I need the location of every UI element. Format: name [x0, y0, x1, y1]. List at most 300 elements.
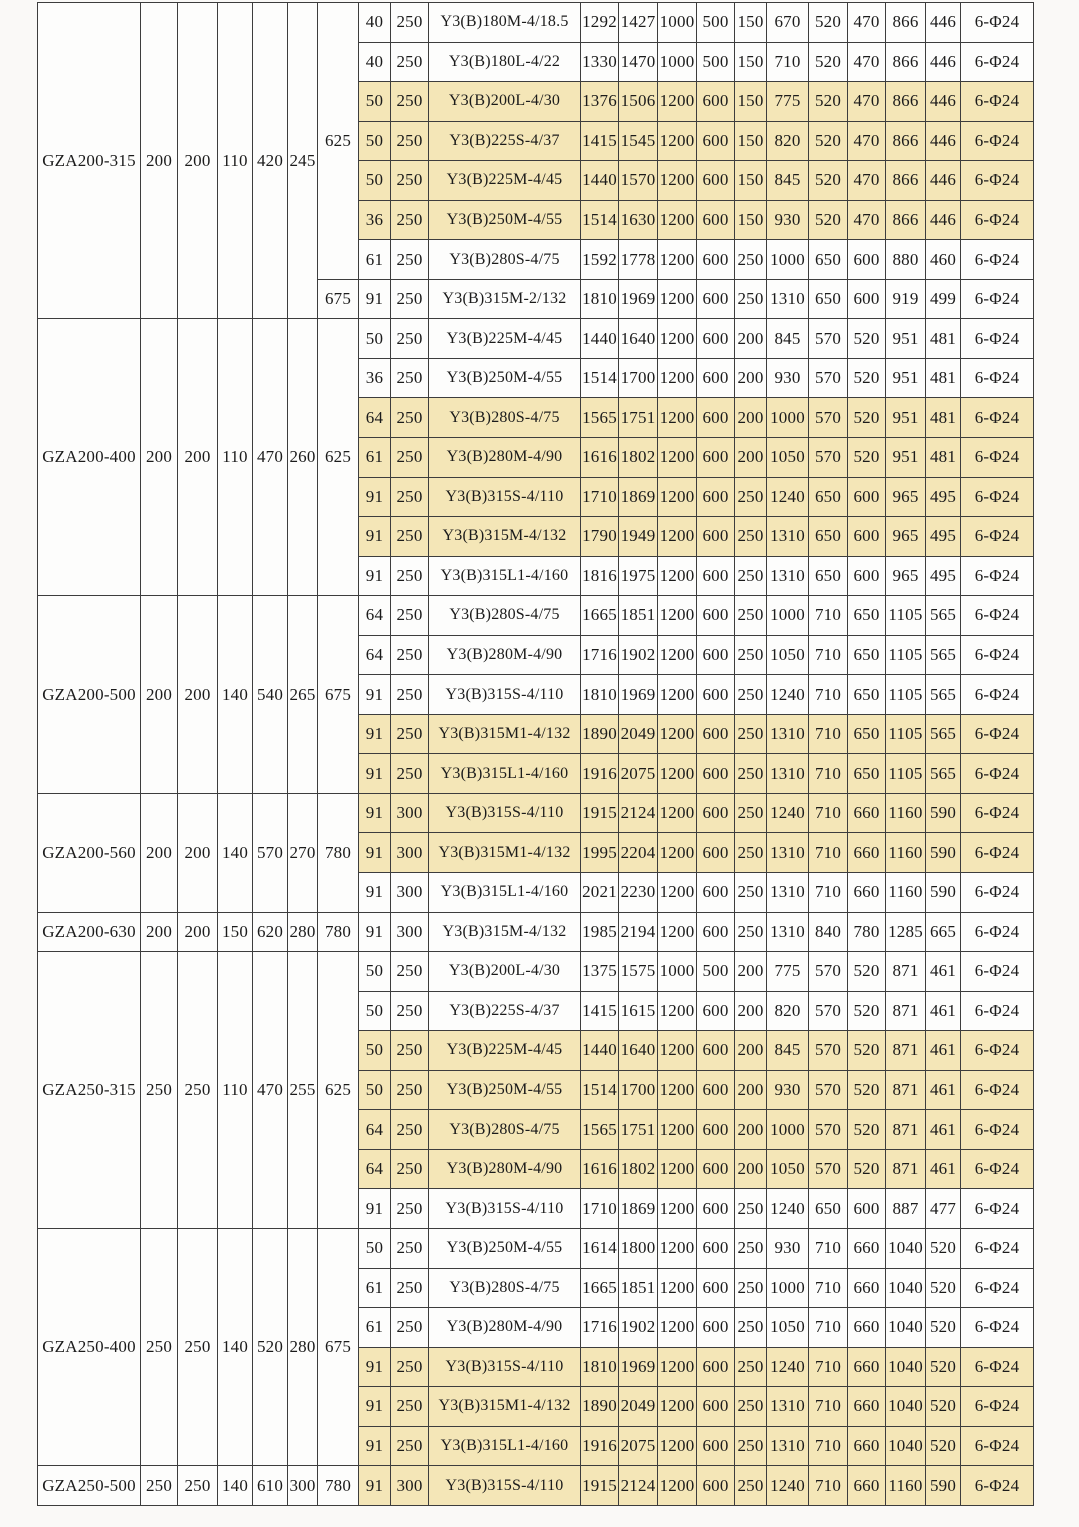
hole-cell: 6-Φ24	[961, 1426, 1034, 1466]
data-cell: 951	[886, 438, 926, 478]
data-cell: 965	[886, 556, 926, 596]
data-cell: 250	[391, 279, 429, 319]
data-cell: 565	[926, 754, 961, 794]
data-cell: 461	[926, 1110, 961, 1150]
data-cell: 1592	[581, 240, 619, 280]
data-cell: 470	[848, 82, 886, 122]
hole-cell: 6-Φ24	[961, 873, 1034, 913]
data-cell: 1802	[619, 1149, 658, 1189]
dim-cell: 200	[178, 912, 218, 952]
data-cell: 650	[848, 635, 886, 675]
data-cell: 250	[391, 754, 429, 794]
data-cell: 1200	[658, 1031, 697, 1071]
data-cell: 1995	[581, 833, 619, 873]
data-cell: 775	[767, 952, 809, 992]
data-cell: 200	[735, 398, 767, 438]
motor-model-cell: Y3(B)280M-4/90	[429, 1149, 581, 1189]
data-cell: 250	[391, 121, 429, 161]
data-cell: 780	[848, 912, 886, 952]
hole-cell: 6-Φ24	[961, 991, 1034, 1031]
data-cell: 1665	[581, 1268, 619, 1308]
data-cell: 1985	[581, 912, 619, 952]
data-cell: 250	[391, 1149, 429, 1189]
data-cell: 820	[767, 991, 809, 1031]
data-cell: 1440	[581, 161, 619, 201]
data-cell: 1310	[767, 1387, 809, 1427]
hole-cell: 6-Φ24	[961, 754, 1034, 794]
data-cell: 1902	[619, 1308, 658, 1348]
data-cell: 660	[848, 1347, 886, 1387]
data-cell: 481	[926, 398, 961, 438]
data-cell: 1200	[658, 1110, 697, 1150]
data-cell: 520	[926, 1387, 961, 1427]
hole-cell: 6-Φ24	[961, 319, 1034, 359]
data-cell: 250	[391, 477, 429, 517]
data-cell: 64	[359, 1110, 391, 1150]
hole-cell: 6-Φ24	[961, 279, 1034, 319]
data-cell: 1040	[886, 1228, 926, 1268]
data-cell: 1375	[581, 952, 619, 992]
data-cell: 1000	[658, 3, 697, 43]
motor-model-cell: Y3(B)315L1-4/160	[429, 1426, 581, 1466]
hole-cell: 6-Φ24	[961, 675, 1034, 715]
dim-cell: 140	[218, 1466, 253, 1506]
data-cell: 565	[926, 596, 961, 636]
data-cell: 1710	[581, 477, 619, 517]
data-cell: 520	[848, 991, 886, 1031]
data-cell: 1200	[658, 240, 697, 280]
hole-cell: 6-Φ24	[961, 1387, 1034, 1427]
data-cell: 600	[697, 793, 735, 833]
data-cell: 64	[359, 1149, 391, 1189]
data-cell: 200	[735, 358, 767, 398]
table-row	[38, 319, 1034, 359]
data-cell: 600	[697, 121, 735, 161]
data-cell: 250	[735, 1308, 767, 1348]
data-cell: 1200	[658, 1347, 697, 1387]
data-cell: 1200	[658, 200, 697, 240]
data-cell: 570	[809, 358, 848, 398]
data-cell: 1240	[767, 1189, 809, 1229]
data-cell: 710	[809, 1308, 848, 1348]
data-cell: 1200	[658, 161, 697, 201]
dim-cell: 110	[218, 319, 253, 596]
data-cell: 1616	[581, 1149, 619, 1189]
data-cell: 250	[735, 793, 767, 833]
col6-cell: 675	[318, 279, 359, 319]
data-cell: 1200	[658, 1466, 697, 1506]
data-cell: 930	[767, 1070, 809, 1110]
dim-cell: 620	[253, 912, 288, 952]
data-cell: 150	[735, 200, 767, 240]
table-row	[38, 1228, 1034, 1268]
dim-cell: 110	[218, 3, 253, 319]
data-cell: 845	[767, 319, 809, 359]
data-cell: 1200	[658, 398, 697, 438]
data-cell: 200	[735, 1149, 767, 1189]
data-cell: 250	[735, 675, 767, 715]
hole-cell: 6-Φ24	[961, 200, 1034, 240]
data-cell: 520	[809, 121, 848, 161]
motor-model-cell: Y3(B)225M-4/45	[429, 319, 581, 359]
dim-cell: 265	[288, 596, 318, 794]
data-cell: 200	[735, 1031, 767, 1071]
data-cell: 1816	[581, 556, 619, 596]
data-cell: 600	[848, 1189, 886, 1229]
data-cell: 91	[359, 1189, 391, 1229]
data-cell: 600	[697, 517, 735, 557]
data-cell: 520	[809, 3, 848, 43]
motor-model-cell: Y3(B)225M-4/45	[429, 161, 581, 201]
data-cell: 570	[809, 438, 848, 478]
data-cell: 1310	[767, 873, 809, 913]
data-cell: 600	[848, 279, 886, 319]
motor-model-cell: Y3(B)225S-4/37	[429, 991, 581, 1031]
data-cell: 91	[359, 1387, 391, 1427]
data-cell: 1240	[767, 675, 809, 715]
motor-model-cell: Y3(B)315M1-4/132	[429, 1387, 581, 1427]
data-cell: 520	[848, 952, 886, 992]
data-cell: 1565	[581, 1110, 619, 1150]
data-cell: 1240	[767, 1466, 809, 1506]
data-cell: 150	[735, 3, 767, 43]
data-cell: 1700	[619, 358, 658, 398]
data-cell: 250	[735, 1426, 767, 1466]
data-cell: 871	[886, 1110, 926, 1150]
dim-cell: 610	[253, 1466, 288, 1506]
motor-model-cell: Y3(B)180L-4/22	[429, 42, 581, 82]
motor-model-cell: Y3(B)280S-4/75	[429, 596, 581, 636]
data-cell: 1969	[619, 279, 658, 319]
data-cell: 650	[848, 596, 886, 636]
data-cell: 250	[391, 1426, 429, 1466]
data-cell: 710	[809, 675, 848, 715]
motor-model-cell: Y3(B)315L1-4/160	[429, 754, 581, 794]
data-cell: 600	[697, 1228, 735, 1268]
data-cell: 1000	[767, 240, 809, 280]
data-cell: 600	[697, 675, 735, 715]
dim-cell: 250	[141, 1228, 178, 1465]
data-cell: 461	[926, 1070, 961, 1110]
data-cell: 250	[391, 1031, 429, 1071]
data-cell: 1160	[886, 873, 926, 913]
data-cell: 91	[359, 517, 391, 557]
data-cell: 91	[359, 477, 391, 517]
data-cell: 1200	[658, 556, 697, 596]
data-cell: 670	[767, 3, 809, 43]
data-cell: 520	[926, 1268, 961, 1308]
motor-model-cell: Y3(B)200L-4/30	[429, 952, 581, 992]
data-cell: 520	[848, 438, 886, 478]
motor-model-cell: Y3(B)250M-4/55	[429, 1228, 581, 1268]
data-cell: 1040	[886, 1268, 926, 1308]
data-cell: 1285	[886, 912, 926, 952]
data-cell: 2021	[581, 873, 619, 913]
model-cell: GZA200-630	[38, 912, 141, 952]
motor-model-cell: Y3(B)315M-4/132	[429, 912, 581, 952]
col6-cell: 780	[318, 1466, 359, 1506]
data-cell: 1514	[581, 358, 619, 398]
data-cell: 650	[809, 279, 848, 319]
data-cell: 1710	[581, 1189, 619, 1229]
data-cell: 495	[926, 477, 961, 517]
data-cell: 91	[359, 279, 391, 319]
data-cell: 200	[735, 438, 767, 478]
data-cell: 1200	[658, 517, 697, 557]
data-cell: 600	[697, 912, 735, 952]
data-cell: 1310	[767, 833, 809, 873]
data-cell: 91	[359, 1347, 391, 1387]
hole-cell: 6-Φ24	[961, 635, 1034, 675]
data-cell: 1160	[886, 833, 926, 873]
data-cell: 461	[926, 991, 961, 1031]
hole-cell: 6-Φ24	[961, 1347, 1034, 1387]
dim-cell: 540	[253, 596, 288, 794]
data-cell: 930	[767, 1228, 809, 1268]
data-cell: 1969	[619, 675, 658, 715]
data-cell: 951	[886, 358, 926, 398]
data-cell: 61	[359, 240, 391, 280]
data-cell: 1545	[619, 121, 658, 161]
motor-model-cell: Y3(B)315M1-4/132	[429, 714, 581, 754]
data-cell: 866	[886, 161, 926, 201]
data-cell: 866	[886, 121, 926, 161]
motor-model-cell: Y3(B)180M-4/18.5	[429, 3, 581, 43]
data-cell: 1630	[619, 200, 658, 240]
data-cell: 91	[359, 793, 391, 833]
col6-cell: 780	[318, 793, 359, 912]
hole-cell: 6-Φ24	[961, 161, 1034, 201]
data-cell: 500	[697, 42, 735, 82]
motor-model-cell: Y3(B)315M-4/132	[429, 517, 581, 557]
data-cell: 1440	[581, 319, 619, 359]
dim-cell: 110	[218, 952, 253, 1229]
data-cell: 1050	[767, 635, 809, 675]
data-cell: 91	[359, 556, 391, 596]
data-cell: 200	[735, 319, 767, 359]
data-cell: 250	[735, 556, 767, 596]
data-cell: 1969	[619, 1347, 658, 1387]
data-cell: 710	[809, 793, 848, 833]
data-cell: 650	[809, 556, 848, 596]
data-cell: 1200	[658, 1426, 697, 1466]
data-cell: 520	[926, 1426, 961, 1466]
col6-cell: 780	[318, 912, 359, 952]
data-cell: 1570	[619, 161, 658, 201]
data-cell: 1310	[767, 556, 809, 596]
data-cell: 660	[848, 793, 886, 833]
data-cell: 2075	[619, 754, 658, 794]
data-cell: 1040	[886, 1308, 926, 1348]
data-cell: 600	[697, 635, 735, 675]
data-cell: 91	[359, 754, 391, 794]
motor-model-cell: Y3(B)315S-4/110	[429, 1189, 581, 1229]
dim-cell: 140	[218, 1228, 253, 1465]
data-cell: 1440	[581, 1031, 619, 1071]
data-cell: 1916	[581, 754, 619, 794]
data-cell: 1506	[619, 82, 658, 122]
data-cell: 820	[767, 121, 809, 161]
data-cell: 1810	[581, 1347, 619, 1387]
data-cell: 1200	[658, 279, 697, 319]
data-cell: 845	[767, 1031, 809, 1071]
data-cell: 250	[391, 1308, 429, 1348]
data-cell: 840	[809, 912, 848, 952]
data-cell: 250	[391, 635, 429, 675]
data-cell: 61	[359, 1308, 391, 1348]
hole-cell: 6-Φ24	[961, 833, 1034, 873]
data-cell: 710	[809, 1347, 848, 1387]
data-cell: 50	[359, 1228, 391, 1268]
hole-cell: 6-Φ24	[961, 358, 1034, 398]
data-cell: 1810	[581, 279, 619, 319]
data-cell: 600	[697, 161, 735, 201]
motor-model-cell: Y3(B)225M-4/45	[429, 1031, 581, 1071]
data-cell: 1105	[886, 714, 926, 754]
data-cell: 250	[391, 240, 429, 280]
data-cell: 1915	[581, 1466, 619, 1506]
data-cell: 570	[809, 952, 848, 992]
hole-cell: 6-Φ24	[961, 912, 1034, 952]
hole-cell: 6-Φ24	[961, 596, 1034, 636]
data-cell: 250	[735, 477, 767, 517]
data-cell: 650	[848, 754, 886, 794]
data-cell: 446	[926, 161, 961, 201]
dim-cell: 200	[178, 596, 218, 794]
data-cell: 660	[848, 873, 886, 913]
data-cell: 1949	[619, 517, 658, 557]
data-cell: 461	[926, 1149, 961, 1189]
data-cell: 660	[848, 1426, 886, 1466]
data-cell: 1415	[581, 121, 619, 161]
hole-cell: 6-Φ24	[961, 1466, 1034, 1506]
data-cell: 1200	[658, 319, 697, 359]
data-cell: 590	[926, 873, 961, 913]
data-cell: 250	[391, 319, 429, 359]
hole-cell: 6-Φ24	[961, 121, 1034, 161]
dim-cell: 250	[141, 1466, 178, 1506]
data-cell: 1200	[658, 714, 697, 754]
data-cell: 1000	[658, 952, 697, 992]
data-cell: 600	[697, 556, 735, 596]
dim-cell: 250	[178, 952, 218, 1229]
data-cell: 650	[809, 1189, 848, 1229]
data-cell: 50	[359, 161, 391, 201]
data-cell: 200	[735, 1070, 767, 1110]
data-cell: 919	[886, 279, 926, 319]
data-cell: 250	[735, 1466, 767, 1506]
model-cell: GZA250-400	[38, 1228, 141, 1465]
motor-model-cell: Y3(B)280S-4/75	[429, 398, 581, 438]
data-cell: 1716	[581, 635, 619, 675]
data-cell: 1640	[619, 1031, 658, 1071]
data-cell: 250	[735, 517, 767, 557]
data-cell: 50	[359, 319, 391, 359]
data-cell: 1575	[619, 952, 658, 992]
data-cell: 600	[697, 1387, 735, 1427]
hole-cell: 6-Φ24	[961, 82, 1034, 122]
col6-cell: 625	[318, 3, 359, 280]
data-cell: 2230	[619, 873, 658, 913]
data-cell: 710	[767, 42, 809, 82]
data-cell: 1800	[619, 1228, 658, 1268]
data-cell: 570	[809, 319, 848, 359]
data-cell: 600	[697, 477, 735, 517]
data-cell: 50	[359, 1070, 391, 1110]
data-cell: 1514	[581, 200, 619, 240]
data-cell: 1105	[886, 635, 926, 675]
data-cell: 150	[735, 42, 767, 82]
data-cell: 871	[886, 952, 926, 992]
data-cell: 930	[767, 200, 809, 240]
data-cell: 36	[359, 200, 391, 240]
data-cell: 565	[926, 714, 961, 754]
data-cell: 1050	[767, 438, 809, 478]
motor-model-cell: Y3(B)200L-4/30	[429, 82, 581, 122]
data-cell: 650	[809, 477, 848, 517]
data-cell: 1330	[581, 42, 619, 82]
motor-model-cell: Y3(B)250M-4/55	[429, 200, 581, 240]
data-cell: 36	[359, 358, 391, 398]
data-cell: 1975	[619, 556, 658, 596]
hole-cell: 6-Φ24	[961, 1070, 1034, 1110]
data-cell: 710	[809, 833, 848, 873]
data-cell: 600	[697, 754, 735, 794]
data-cell: 250	[391, 1070, 429, 1110]
dim-cell: 570	[253, 793, 288, 912]
data-cell: 880	[886, 240, 926, 280]
motor-model-cell: Y3(B)315L1-4/160	[429, 556, 581, 596]
data-cell: 461	[926, 952, 961, 992]
data-cell: 495	[926, 517, 961, 557]
hole-cell: 6-Φ24	[961, 1031, 1034, 1071]
data-cell: 150	[735, 82, 767, 122]
data-cell: 600	[697, 358, 735, 398]
data-cell: 1890	[581, 714, 619, 754]
data-cell: 250	[735, 833, 767, 873]
data-cell: 91	[359, 675, 391, 715]
motor-model-cell: Y3(B)250M-4/55	[429, 358, 581, 398]
data-cell: 300	[391, 873, 429, 913]
spec-table-body	[38, 3, 1034, 1506]
data-cell: 570	[809, 1031, 848, 1071]
data-cell: 520	[926, 1308, 961, 1348]
data-cell: 64	[359, 596, 391, 636]
hole-cell: 6-Φ24	[961, 1149, 1034, 1189]
data-cell: 150	[735, 121, 767, 161]
data-cell: 470	[848, 121, 886, 161]
data-cell: 1200	[658, 833, 697, 873]
data-cell: 710	[809, 714, 848, 754]
data-cell: 600	[697, 319, 735, 359]
data-cell: 871	[886, 1070, 926, 1110]
hole-cell: 6-Φ24	[961, 714, 1034, 754]
data-cell: 250	[391, 42, 429, 82]
data-cell: 570	[809, 1149, 848, 1189]
motor-model-cell: Y3(B)250M-4/55	[429, 1070, 581, 1110]
col6-cell: 625	[318, 952, 359, 1229]
data-cell: 600	[697, 279, 735, 319]
data-cell: 1790	[581, 517, 619, 557]
data-cell: 40	[359, 42, 391, 82]
data-cell: 91	[359, 873, 391, 913]
data-cell: 660	[848, 1268, 886, 1308]
data-cell: 570	[809, 1070, 848, 1110]
data-cell: 871	[886, 991, 926, 1031]
data-cell: 1716	[581, 1308, 619, 1348]
data-cell: 650	[848, 714, 886, 754]
data-cell: 520	[809, 200, 848, 240]
